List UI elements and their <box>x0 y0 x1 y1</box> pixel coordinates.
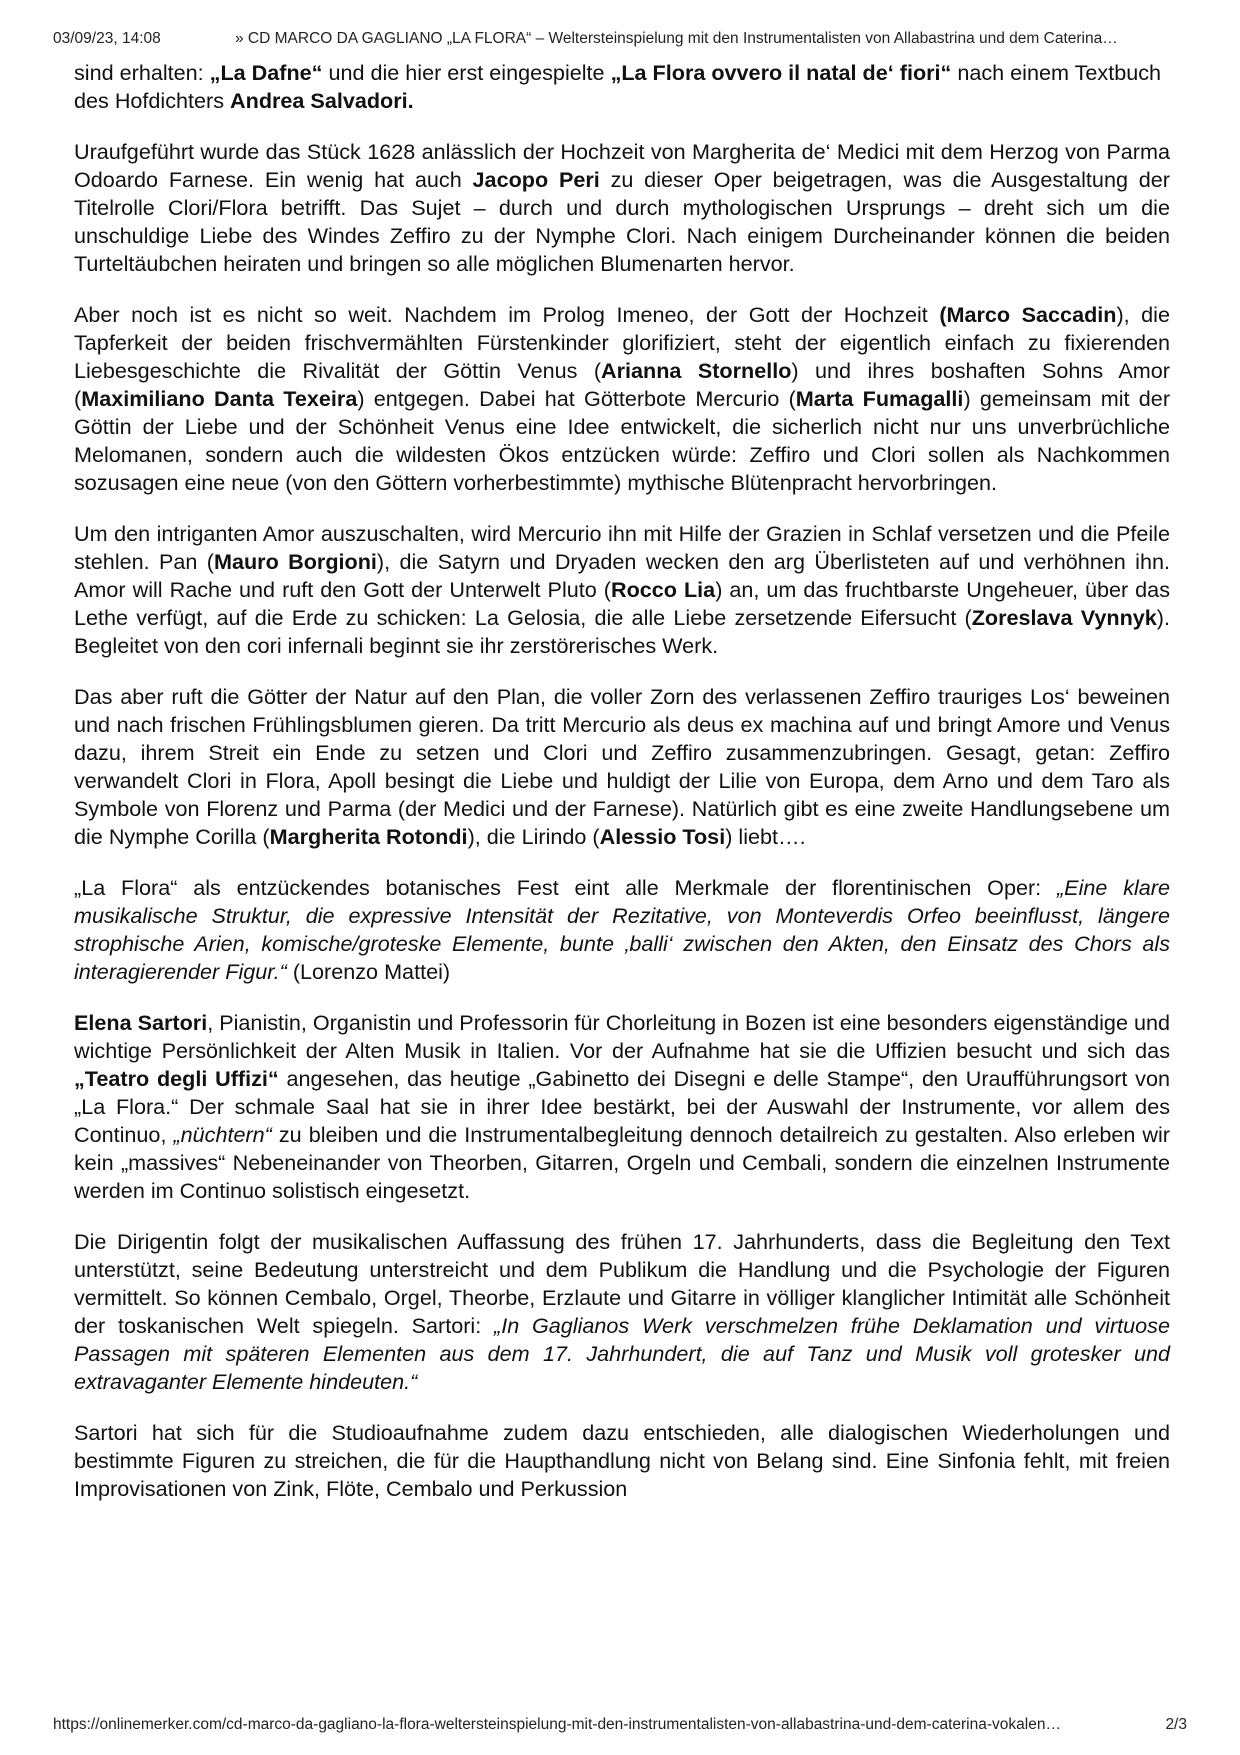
text-run: nach einem Textbuch des Hofdichters <box>74 60 1162 113</box>
bold-text: Andrea Salvadori. <box>230 88 414 113</box>
bold-text: Rocco Lia <box>610 577 716 602</box>
text-run: sind erhalten: <box>74 60 210 85</box>
article-paragraph <box>74 1009 1170 1205</box>
bold-text: Elena Sartori <box>74 1010 208 1035</box>
text-run: Uraufgeführt wurde das Stück 1628 anlässlich der Hochzeit von Margherita de‘ Medici mit dem Herzog von Parma Odoardo Farnese. Ein wenig hat auch <box>74 139 1170 192</box>
article-paragraph <box>74 59 1170 115</box>
text-run: ), die Tapferkeit der beiden frischvermählten Fürstenkinder glorifiziert, steht der eigentlich einfach zu fixierenden Liebesgeschichte die Rivalität der Göttin Venus ( <box>74 302 1170 383</box>
article-paragraph <box>74 683 1170 851</box>
text-run: Um den intriganten Amor auszuschalten, wird Mercurio ihn mit Hilfe der Grazien in Schlaf versetzen und die Pfeile stehlen. Pan ( <box>74 521 1170 574</box>
print-page-title: » CD MARCO DA GAGLIANO „LA FLORA“ – Weltersteinspielung mit den Instrumentalisten von Allabastrina und dem Caterina… <box>235 30 1118 47</box>
article-paragraph <box>74 520 1170 660</box>
article-paragraph <box>74 138 1170 278</box>
text-run: ), die Satyrn und Dryaden wecken den arg Überlisteten auf und verhöhnen ihn. Amor will Rache und ruft den Gott der Unterwelt Pluto ( <box>74 549 1170 602</box>
text-run: Die Dirigentin folgt der musikalischen Auffassung des frühen 17. Jahrhunderts, dass die Begleitung den Text unterstützt, seine Bedeutung unterstreicht und dem Publikum die Handlung und die Psychologie der Figuren vermittelt. So können Cembalo, Orgel, Theorbe, Erzlaute und Gitarre in völliger klanglicher Intimität alle Schönheit der toskanischen Welt spiegeln. Sartori: <box>74 1229 1170 1338</box>
text-run: (Lorenzo Mattei) <box>286 959 451 984</box>
italic-quote: „nüchtern“ <box>173 1122 272 1147</box>
text-run: ). Begleitet von den cori infernali beginnt sie ihr zerstörerisches Werk. <box>74 605 1170 658</box>
bold-text: Mauro Borgioni <box>213 549 377 574</box>
text-run: ) gemeinsam mit der Göttin der Liebe und der Schönheit Venus eine Idee entwickelt, die sicherlich nicht nur uns unverbrüchliche Melomanen, sondern auch die wildesten Ökos entzücken würde: Zeffiro und Clori sollen als Nachkommen sozusagen eine neue (von den Göttern vorherbestimmte) mythische Blütenpracht hervorbringen. <box>74 386 1171 495</box>
italic-quote: „Eine klare musikalische Struktur, die expressive Intensität der Rezitative, von Monteverdis Orfeo beeinflusst, längere strophische Arien, komische/groteske Elemente, bunte ‚balli‘ zwischen den Akten, den Einsatz des Chors als interagierender Figur.“ <box>74 875 1170 984</box>
bold-text: Margherita Rotondi <box>269 824 468 849</box>
article-body <box>74 59 1170 1526</box>
text-run: angesehen, das heutige „Gabinetto dei Disegni e delle Stampe“, den Uraufführungsort von „La Flora.“ Der schmale Saal hat sie in ihrer Idee bestärkt, bei der Auswahl der Instrumente, vor allem des Continuo, <box>74 1066 1170 1147</box>
text-run: ) an, um das fruchtbarste Ungeheuer, über das Lethe verfügt, auf die Erde zu schicken: La Gelosia, die alle Liebe zersetzende Eifersucht ( <box>74 577 1170 630</box>
text-run: Sartori hat sich für die Studioaufnahme zudem dazu entschieden, alle dialogischen Wiederholungen und bestimmte Figuren zu streichen, die für die Haupthandlung nicht von Belang sind. Eine Sinfonia fehlt, mit freien Improvisationen von Zink, Flöte, Cembalo und Perkussion <box>74 1420 1170 1501</box>
bold-text: „La Dafne“ <box>209 60 323 85</box>
text-run: zu bleiben und die Instrumentalbegleitung dennoch detailreich zu gestalten. Also erleben wir kein „massives“ Nebeneinander von Theorben, Gitarren, Orgeln und Cembali, sondern die einzelnen Instrumente werden im Continuo solistisch eingesetzt. <box>74 1122 1170 1203</box>
bold-text: Alessio Tosi <box>599 824 726 849</box>
text-run: ), die Lirindo ( <box>467 824 600 849</box>
print-datetime: 03/09/23, 14:08 <box>53 30 161 47</box>
page-number: 2/3 <box>1165 1716 1187 1733</box>
bold-text: „Teatro degli Uffizi“ <box>74 1066 279 1091</box>
italic-quote: „In Gaglianos Werk verschmelzen frühe Deklamation und virtuose Passagen mit späteren Elementen aus dem 17. Jahrhundert, die auf Tanz und Musik voll grotesker und extravaganter Elemente hindeuten.“ <box>74 1313 1170 1394</box>
bold-text: „La Flora ovvero il natal de‘ fiori“ <box>610 60 952 85</box>
article-paragraph <box>74 874 1170 986</box>
bold-text: Marta Fumagalli <box>795 386 964 411</box>
bold-text: Maximiliano Danta Texeira <box>81 386 358 411</box>
article-paragraph <box>74 1419 1170 1503</box>
bold-text: Arianna Stornello <box>601 358 792 383</box>
text-run: ) entgegen. Dabei hat Götterbote Mercurio ( <box>357 386 796 411</box>
article-paragraph <box>74 1228 1170 1396</box>
text-run: und die hier erst eingespielte <box>322 60 611 85</box>
text-run: ) liebt…. <box>725 824 806 849</box>
text-run: Das aber ruft die Götter der Natur auf den Plan, die voller Zorn des verlassenen Zeffiro trauriges Los‘ beweinen und nach frischen Frühlingsblumen gieren. Da tritt Mercurio als deus ex machina auf und bringt Amore und Venus dazu, ihrem Streit ein Ende zu setzen und Clori und Zeffiro zusammenzubringen. Gesagt, getan: Zeffiro verwandelt Clori in Flora, Apoll besingt die Liebe und huldigt der Lilie von Europa, dem Arno und dem Taro als Symbole von Florenz und Parma (der Medici und der Farnese). Natürlich gibt es eine zweite Handlungsebene um die Nymphe Corilla ( <box>74 684 1170 849</box>
text-run: „La Flora“ als entzückendes botanisches Fest eint alle Merkmale der florentinischen Oper: <box>74 875 1057 900</box>
text-run: , Pianistin, Organistin und Professorin für Chorleitung in Bozen ist eine besonders eigenständige und wichtige Persönlichkeit der Alten Musik in Italien. Vor der Aufnahme hat sie die Uffizien besucht und sich das <box>74 1010 1170 1063</box>
print-url: https://onlinemerker.com/cd-marco-da-gagliano-la-flora-weltersteinspielung-mit-den-instrumentalisten-von-allabastrina-und-dem-caterina-vokalen… <box>53 1716 1061 1733</box>
article-paragraph <box>74 301 1170 497</box>
text-run: ) und ihres boshaften Sohns Amor ( <box>74 358 1170 411</box>
bold-text: Jacopo Peri <box>472 167 600 192</box>
text-run: Aber noch ist es nicht so weit. Nachdem im Prolog Imeneo, der Gott der Hochzeit <box>74 302 940 327</box>
text-run: zu dieser Oper beigetragen, was die Ausgestaltung der Titelrolle Clori/Flora betrifft. Das Sujet – durch und durch mythologischen Ursprungs – dreht sich um die unschuldige Liebe des Windes Zeffiro zu der Nymphe Clori. Nach einigem Durcheinander können die beiden Turteltäubchen heiraten und bringen so alle möglichen Blumenarten hervor. <box>74 167 1170 276</box>
bold-text: Zoreslava Vynnyk <box>971 605 1157 630</box>
bold-text: (Marco Saccadin <box>939 302 1117 327</box>
